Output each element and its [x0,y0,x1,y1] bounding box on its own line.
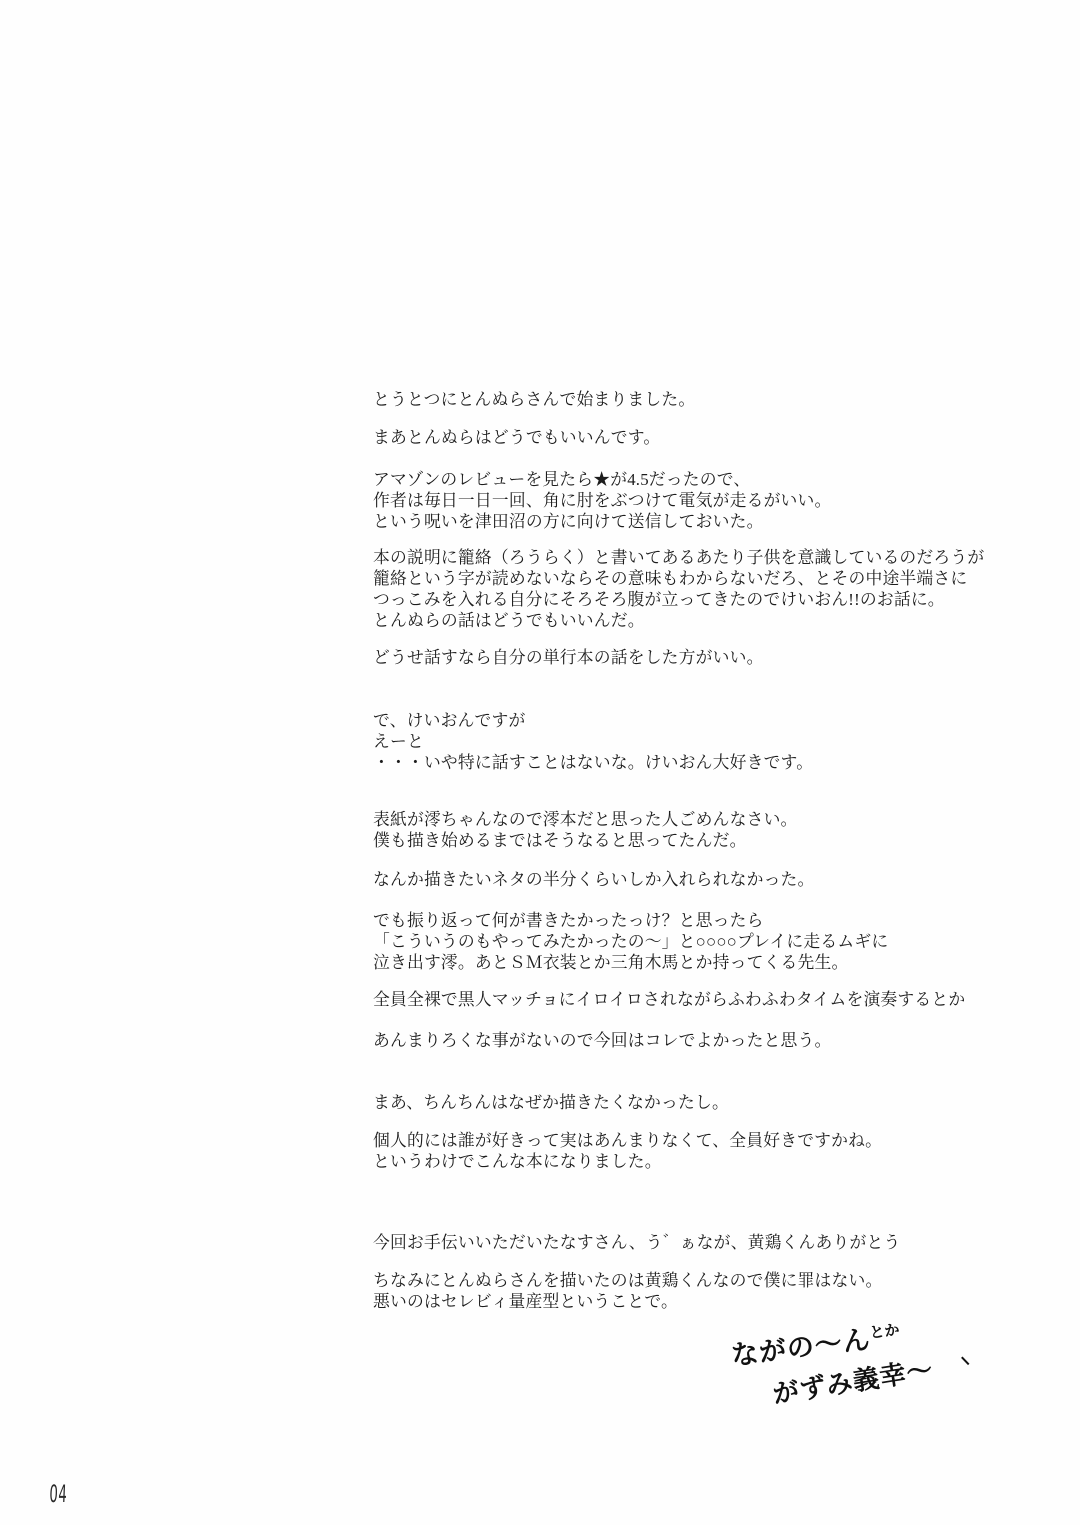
text-line: なんか描きたいネタの半分くらいしか入れられなかった。 [373,870,815,889]
paragraph [373,1270,1013,1312]
text-line: 本の説明に籠絡（ろうらく）と書いてあるあたり子供を意識しているのだろうが [373,548,985,567]
text-line: 作者は毎日一日一回、角に肘をぶつけて電気が走るがいい。 [373,491,832,510]
text-line: どうせ話すなら自分の単行本の話をした方がいい。 [373,648,764,667]
page-number: 04 [48,1480,68,1508]
text-line: 籠絡という字が読めないならその意味もわからないだろ、とその中途半端さに [373,569,968,588]
signature-name: ながの〜ん [729,1324,873,1372]
paragraph [373,910,1013,973]
signature-author: がずみ義幸〜 [770,1355,936,1411]
paragraph [373,389,1013,410]
text-line: 個人的には誰が好きって実はあんまりなくて、全員好きですかね。 [373,1131,883,1150]
text-line: とうとつにとんぬらさんで始まりました。 [373,390,696,409]
text-line: 全員全裸で黒人マッチョにイロイロされながらふわふわタイムを演奏するとか [373,990,966,1009]
paragraph [373,1232,1013,1253]
paragraph [373,1130,1013,1172]
text-line: 泣き出す澪。あとＳＭ衣装とか三角木馬とか持ってくる先生。 [373,953,849,972]
text-line: という呪いを津田沼の方に向けて送信しておいた。 [373,512,764,531]
text-line: ・・・いや特に話すことはないな。けいおん大好きです。 [373,753,814,772]
text-line: とんぬらの話はどうでもいいんだ。 [373,611,645,630]
handwritten-signature [729,1310,965,1411]
text-line: ちなみにとんぬらさんを描いたのは黄鶏くんなので僕に罪はない。 [373,1271,883,1290]
paragraph [373,869,1013,890]
text-line: で、けいおんですが [373,711,526,730]
text-line: 悪いのはセレビィ量産型ということで。 [373,1292,678,1311]
afterword-text [373,389,1013,1312]
text-line: というわけでこんな本になりました。 [373,1152,662,1171]
paragraph [373,710,1013,773]
text-line: アマゾンのレビューを見たら★が4.5だったので、 [373,470,751,489]
paragraph [373,1092,1013,1113]
signature-suffix: とか [868,1320,901,1342]
paragraph [373,547,1013,631]
text-line: でも振り返って何が書きたかったっけ？と思ったら [373,911,764,930]
text-line: まあ、ちんちんはなぜか描きたくなかったし。 [373,1093,729,1112]
text-line: えーと [373,732,424,751]
paragraph [373,647,1013,668]
paragraph [373,469,1013,532]
text-line: 僕も描き始めるまではそうなると思ってたんだ。 [373,831,747,850]
paragraph [373,809,1013,851]
text-line: まあとんぬらはどうでもいいんです。 [373,428,661,447]
paragraph [373,427,1013,448]
paragraph [373,1030,1013,1051]
text-line: つっこみを入れる自分にそろそろ腹が立ってきたのでけいおん!!のお話に。 [373,590,945,609]
text-line: 表紙が澪ちゃんなので澪本だと思った人ごめんなさい。 [373,810,798,829]
text-line: 今回お手伝いいただいたなすさん、う゛ぁなが、黄鶏くんありがとう [373,1233,901,1252]
text-line: あんまりろくな事がないので今回はコレでよかったと思う。 [373,1031,832,1050]
paragraph [373,989,1013,1010]
signature-tick-stroke [961,1357,969,1366]
text-line: 「こういうのもやってみたかったの〜」と○○○○プレイに走るムギに [373,932,889,951]
